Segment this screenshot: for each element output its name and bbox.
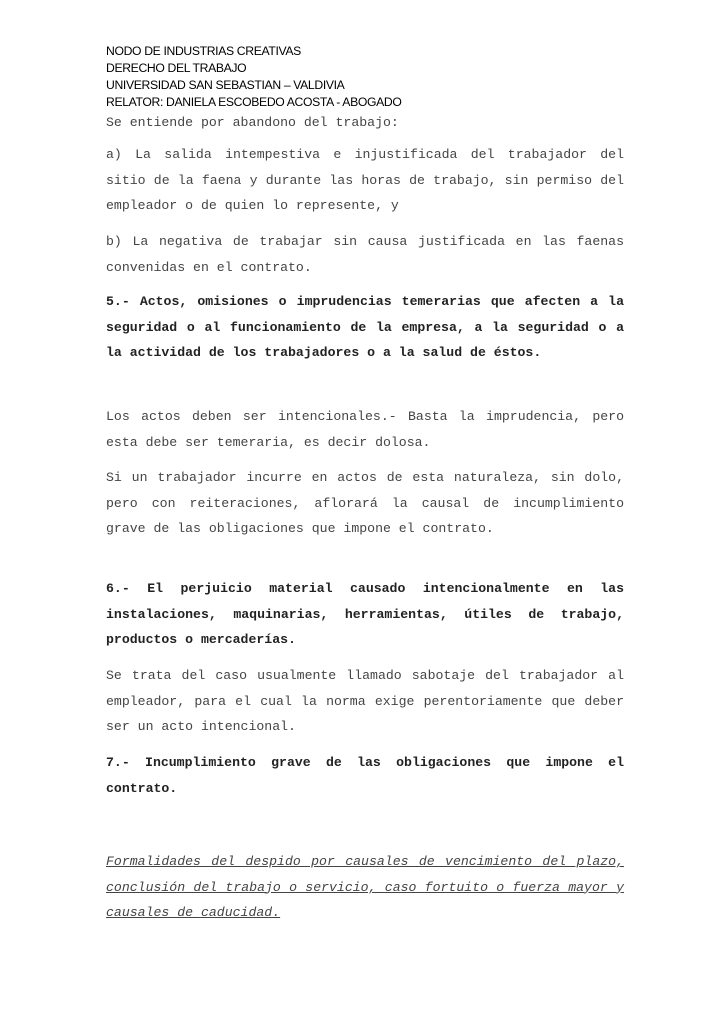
paragraph-text: Si un trabajador incurre en actos de esta naturaleza, sin dolo, pero con reiteraciones, aflorará la causal de incumplimiento grave de las obligaciones que impone el contrato. — [106, 470, 624, 537]
paragraph-item-b — [106, 229, 624, 280]
paragraph-actos-intencionales — [106, 404, 624, 455]
paragraph-sabotaje — [106, 663, 624, 740]
paragraph-text: a) La salida intempestiva e injustificada del trabajador del sitio de la faena y durante las horas de trabajo, sin permiso del empleador o de quien lo represente, y — [106, 147, 624, 214]
header-line-organization: NODO DE INDUSTRIAS CREATIVAS — [106, 44, 301, 58]
heading-formalidades-despido — [106, 849, 624, 926]
paragraph-text: 7.- Incumplimiento grave de las obligaciones que impone el contrato. — [106, 755, 624, 796]
heading-causal-7 — [106, 750, 624, 801]
paragraph-text: Los actos deben ser intencionales.- Basta la imprudencia, pero esta debe ser temeraria, es decir dolosa. — [106, 409, 624, 450]
paragraph-abandono-intro — [106, 110, 624, 136]
paragraph-text: 6.- El perjuicio material causado intencionalmente en las instalaciones, maquinarias, herramientas, útiles de trabajo, productos o mercaderías. — [106, 581, 624, 648]
document-header — [106, 43, 626, 111]
paragraph-sin-dolo — [106, 465, 624, 542]
heading-causal-5 — [106, 289, 624, 366]
paragraph-text: 5.- Actos, omisiones o imprudencias temerarias que afecten a la seguridad o al funcionamiento de la empresa, a la seguridad o a la actividad de los trabajadores o a la salud de éstos. — [106, 294, 624, 361]
header-line-speaker: RELATOR: DANIELA ESCOBEDO ACOSTA - ABOGADO — [106, 95, 402, 109]
paragraph-item-a — [106, 142, 624, 219]
paragraph-text: b) La negativa de trabajar sin causa justificada en las faenas convenidas en el contrato. — [106, 234, 624, 275]
header-line-course: DERECHO DEL TRABAJO — [106, 61, 247, 75]
heading-causal-6 — [106, 576, 624, 653]
paragraph-text: Formalidades del despido por causales de vencimiento del plazo, conclusión del trabajo o servicio, caso fortuito o fuerza mayor y causales de caducidad. — [106, 854, 624, 921]
paragraph-text: Se trata del caso usualmente llamado sabotaje del trabajador al empleador, para el cual la norma exige perentoriamente que deber ser un acto intencional. — [106, 668, 624, 735]
header-line-university: UNIVERSIDAD SAN SEBASTIAN – VALDIVIA — [106, 78, 345, 92]
paragraph-text: Se entiende por abandono del trabajo: — [106, 115, 399, 130]
